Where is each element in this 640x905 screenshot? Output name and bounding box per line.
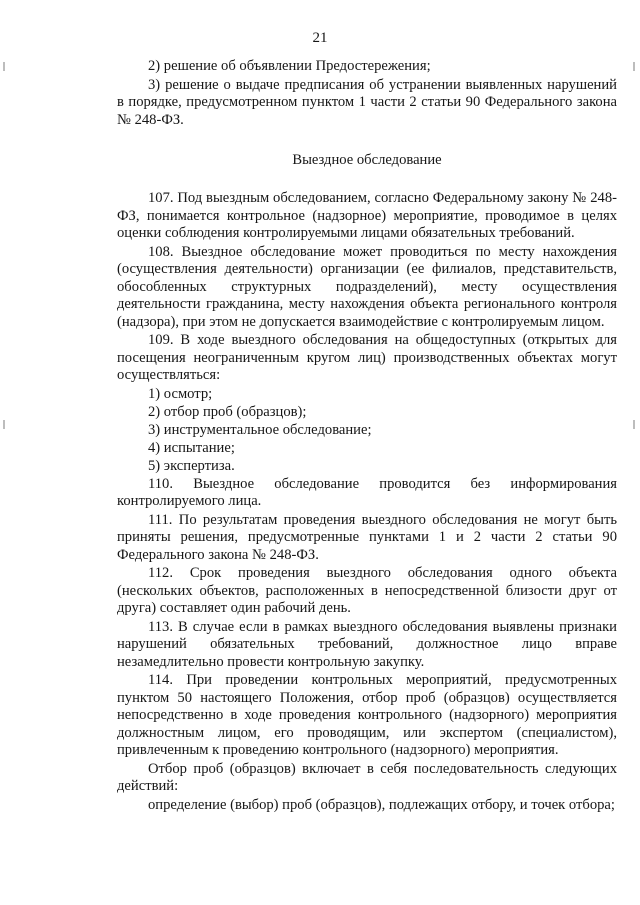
section-title: Выездное обследование	[292, 152, 442, 168]
list-item: 3) решение о выдаче предписания об устранении выявленных нарушений в порядке, предусмотренном пунктом 1 части 2 статьи 90 Федерального закона № 248-ФЗ.	[117, 76, 617, 128]
list-item: 1) осмотр;	[148, 385, 213, 402]
paragraph-107: 107. Под выездным обследованием, согласно Федеральному закону № 248-ФЗ, понимается контрольное (надзорное) мероприятие, проводимое в целях оценки соблюдения контролируемыми лицами обязательных требований.	[117, 190, 617, 241]
page-number: 21	[312, 30, 328, 46]
paragraph-110: 110. Выездное обследование проводится без информирования контролируемого лица.	[117, 475, 617, 510]
paragraph-111: 111. По результатам проведения выездного обследования не могут быть приняты решения, предусмотренные пунктами 1 и 2 части 2 статьи 90 Федерального закона № 248-ФЗ.	[117, 511, 617, 563]
scan-edge-mark-left	[3, 420, 5, 429]
scan-edge-mark-right	[633, 62, 635, 71]
paragraph-113: 113. В случае если в рамках выездного обследования выявлены признаки нарушений обязательных требований, должностное лицо вправе незамедлительно провести контрольную закупку.	[117, 618, 617, 670]
list-item: 5) экспертиза.	[148, 457, 235, 474]
list-item: 4) испытание;	[148, 439, 235, 456]
list-item: 3) инструментальное обследование;	[148, 421, 372, 438]
scan-edge-mark-left	[3, 62, 5, 71]
paragraph-sampling-step: определение (выбор) проб (образцов), подлежащих отбору, и точек отбора;	[148, 796, 615, 813]
list-item: 2) отбор проб (образцов);	[148, 403, 307, 420]
paragraph-112: 112. Срок проведения выездного обследования одного объекта (нескольких объектов, расположенных в непосредственной близости друг от друга) составляет один рабочий день.	[117, 565, 617, 617]
list-item: 2) решение об объявлении Предостережения;	[148, 58, 431, 74]
paragraph-114: 114. При проведении контрольных мероприятий, предусмотренных пунктом 50 настоящего Положения, отбор проб (образцов) осуществляется непосредственно в ходе проведения контрольного (надзорного) мероприятия должностным лицом, его проводящим, или экспертом (специалистом), привлеченным к проведению контрольного (надзорного) мероприятия.	[117, 672, 617, 759]
paragraph-109: 109. В ходе выездного обследования на общедоступных (открытых для посещения неограниченным кругом лиц) производственных объектах могут осуществляться:	[117, 332, 617, 383]
paragraph-108: 108. Выездное обследование может проводиться по месту нахождения (осуществления деятельности) организации (ее филиалов, представительств, обособленных структурных подразделений), месту осуществления деятельности гражданина, месту нахождения объекта регионального контроля (надзора), при этом не допускается взаимодействие с контролируемым лицом.	[117, 243, 617, 330]
paragraph-sampling-intro: Отбор проб (образцов) включает в себя последовательность следующих действий:	[117, 760, 617, 795]
scan-edge-mark-right	[633, 420, 635, 429]
document-body	[117, 58, 617, 815]
list-109	[117, 386, 617, 476]
